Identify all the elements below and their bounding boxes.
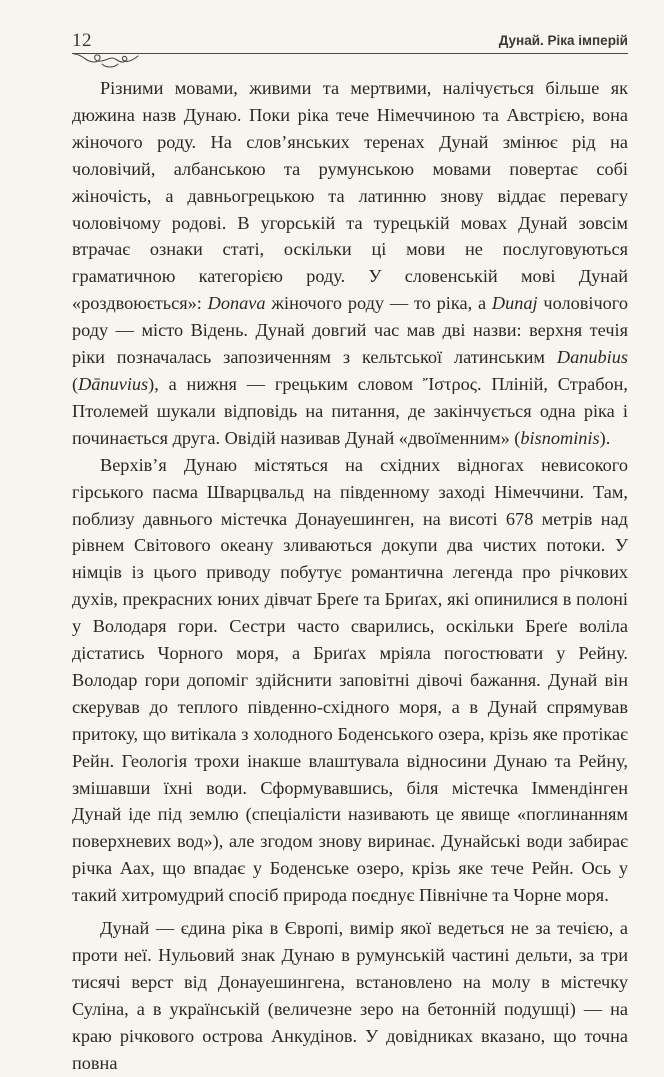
- paragraph-2: Верхів’я Дунаю містяться на східних відногах невисокого гірського пасма Шварцвальд на південному заході Німеччини. Там, поблизу давнього містечка Донауешинген, на висоті 678 метрів над рівнем Світового океану зливаються докупи два чистих потоки. У німців із цього приводу побутує романтична легенда про річкових духів, прекрасних юних дівчат Бреґе та Бриґах, які опинилися в полоні у Володаря гори. Сестри часто сварились, оскільки Бреґе воліла дістатись Чорного моря, а Бриґах мріяла погостювати у Рейну. Володар гори допоміг здійснити заповітні дівочі бажання. Дунай він скерував до теплого південно-східного моря, а в Дунай спрямував притоку, що витікала з холодного Боденського озера, крізь яке протікає Рейн. Геологія трохи інакше влаштувала відносини Дунаю та Рейну, змішавши їхні води. Сформувавшись, біля містечка Іммендінген Дунай іде під землю (спеціалісти називають це явище «поглинанням поверхневих вод»), але згодом знову виринає. Дунайські води забирає річка Аах, що впадає у Боденське озеро, крізь яке тече Рейн. Ось у такий хитромудрий спосіб природа поєднує Північне та Чорне моря.: [72, 454, 628, 906]
- paragraph-1: Різними мовами, живими та мертвими, налічується більше як дюжина назв Дунаю. Поки ріка тече Німеччиною та Австрією, вона жіночого роду. На слов’янських теренах Дунай змінює рід на чоловічий, албанською та румунською мовами повертає собі жіночість, а давньогрецькою та латинню знову віддає перевагу чоловічому родові. В угорській та турецькій мовах Дунай зовсім втрачає ознаки статі, оскільки ці мови не послуговуються граматичною категорією роду. У словенській мові Дунай «роздвоюється»: Donava жіночого роду — то ріка, а Dunaj чоловічого роду — місто Відень. Дунай довгий час мав дві назви: верхня течія ріки позначалась запозиченням з кельтської латинським Danubius (Dānuvius), а нижня — грецьким словом Ἴστρος. Пліній, Страбон, Птолемей шукали відповідь на питання, де закінчується одна ріка і починається друга. Овідій називав Дунай «двоїменним» (bisnominis).: [72, 78, 628, 448]
- term-danubius: Danubius: [556, 347, 628, 368]
- header-rule: [72, 53, 628, 54]
- page-header: [72, 30, 628, 52]
- running-title: Дунай. Ріка імперій: [498, 33, 628, 48]
- page-number: 12: [72, 30, 92, 51]
- term-donava: Donava: [207, 293, 266, 314]
- term-danuvius: Dānuvius: [78, 373, 149, 394]
- flourish-ornament-icon: [72, 50, 144, 72]
- body-text: [72, 75, 628, 1077]
- term-dunaj: Dunaj: [491, 293, 538, 314]
- term-bisnominis: bisnominis: [520, 427, 600, 448]
- paragraph-3: Дунай — єдина ріка в Європі, вимір якої ведеться не за течією, а проти неї. Нульовий знак Дунаю в румунській частині дельти, за три тисячі верст від Донауешингена, встановлено на молу в містечку Суліна, а в українській (величезне зеро на бетонній подушці) — на краю річкового острова Анкудінов. У довідниках вказано, що точна повна: [72, 918, 628, 1073]
